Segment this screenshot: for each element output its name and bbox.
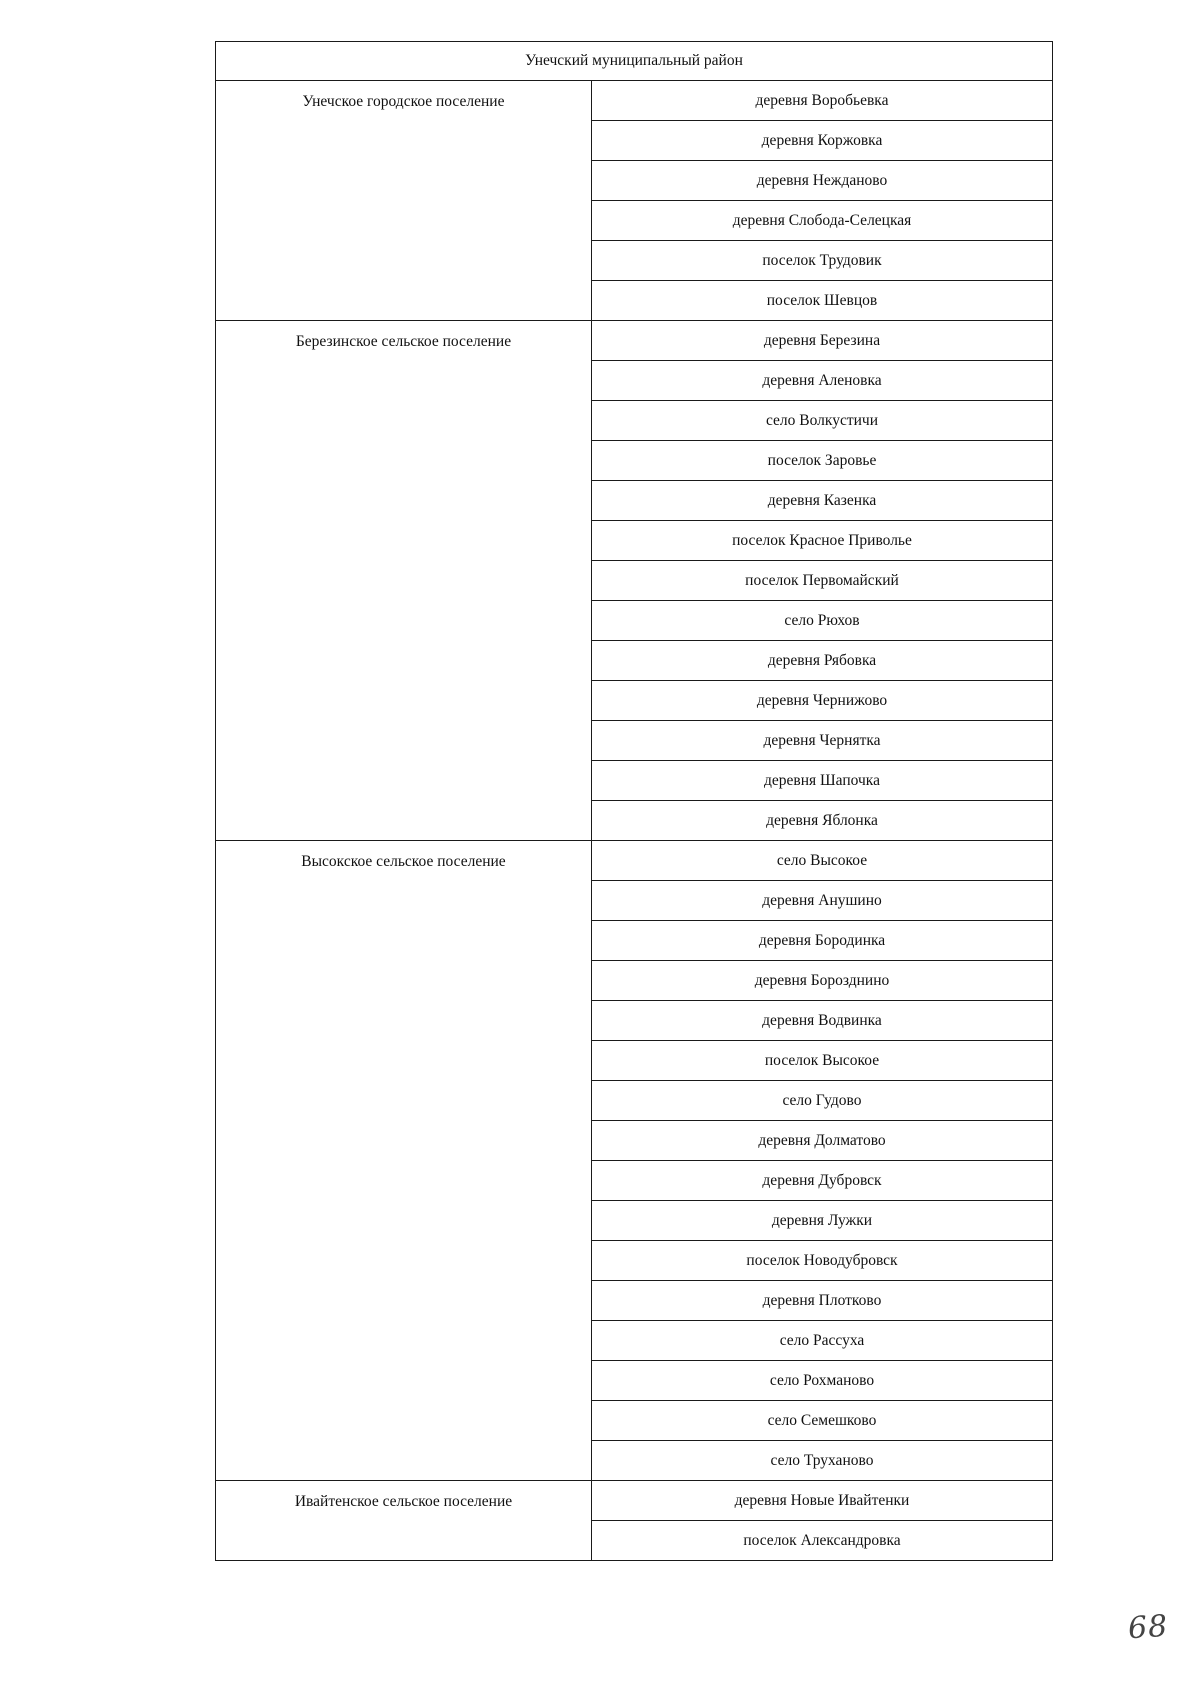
table-row [216, 841, 1053, 881]
village-name: село Волкустичи [592, 401, 1053, 441]
village-name: деревня Долматово [592, 1121, 1053, 1161]
village-name: деревня Анушино [592, 881, 1053, 921]
village-name: поселок Новодубровск [592, 1241, 1053, 1281]
village-name: поселок Александровка [592, 1521, 1053, 1561]
village-name: деревня Шапочка [592, 761, 1053, 801]
page-number: 68 [1126, 1608, 1170, 1647]
village-name: деревня Плотково [592, 1281, 1053, 1321]
district-header-row [216, 42, 1053, 81]
village-name: деревня Водвинка [592, 1001, 1053, 1041]
village-name: деревня Чернятка [592, 721, 1053, 761]
village-name: село Гудово [592, 1081, 1053, 1121]
village-name: деревня Березина [592, 321, 1053, 361]
village-name: село Труханово [592, 1441, 1053, 1481]
table-row [216, 321, 1053, 361]
village-name: поселок Шевцов [592, 281, 1053, 321]
settlement-name: Высокское сельское поселение [216, 841, 592, 1481]
settlement-name: Ивайтенское сельское поселение [216, 1481, 592, 1561]
village-name: деревня Чернижово [592, 681, 1053, 721]
village-name: деревня Слобода-Селецкая [592, 201, 1053, 241]
settlement-name: Унечское городское поселение [216, 81, 592, 321]
village-name: село Рохманово [592, 1361, 1053, 1401]
village-name: поселок Красное Приволье [592, 521, 1053, 561]
village-name: поселок Высокое [592, 1041, 1053, 1081]
village-name: деревня Аленовка [592, 361, 1053, 401]
village-name: деревня Яблонка [592, 801, 1053, 841]
village-name: деревня Новые Ивайтенки [592, 1481, 1053, 1521]
table-body [216, 42, 1053, 1561]
district-name: Унечский муниципальный район [216, 42, 1053, 81]
settlements-table [215, 41, 1053, 1561]
village-name: поселок Трудовик [592, 241, 1053, 281]
village-name: деревня Борозднино [592, 961, 1053, 1001]
village-name: деревня Лужки [592, 1201, 1053, 1241]
village-name: деревня Казенка [592, 481, 1053, 521]
village-name: деревня Коржовка [592, 121, 1053, 161]
village-name: поселок Первомайский [592, 561, 1053, 601]
village-name: деревня Бородинка [592, 921, 1053, 961]
settlement-name: Березинское сельское поселение [216, 321, 592, 841]
village-name: село Высокое [592, 841, 1053, 881]
village-name: село Рассуха [592, 1321, 1053, 1361]
village-name: деревня Воробьевка [592, 81, 1053, 121]
village-name: деревня Дубровск [592, 1161, 1053, 1201]
table-row [216, 81, 1053, 121]
village-name: поселок Заровье [592, 441, 1053, 481]
village-name: деревня Рябовка [592, 641, 1053, 681]
table-row [216, 1481, 1053, 1521]
village-name: село Рюхов [592, 601, 1053, 641]
village-name: село Семешково [592, 1401, 1053, 1441]
village-name: деревня Нежданово [592, 161, 1053, 201]
